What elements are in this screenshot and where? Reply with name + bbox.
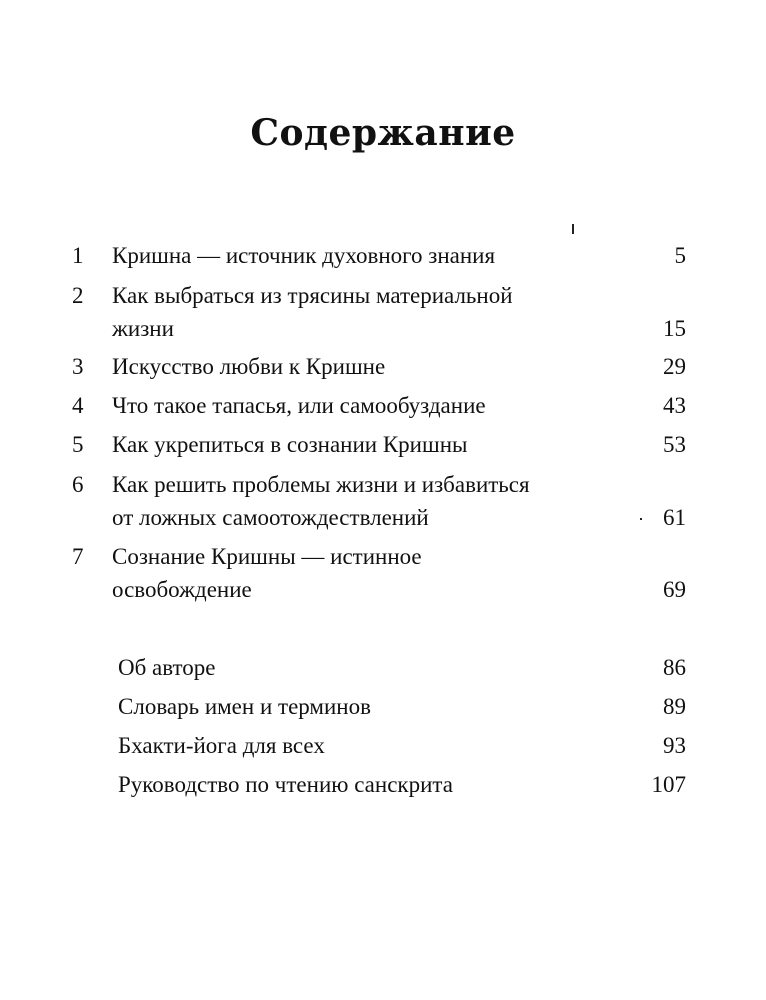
chapter-title: Что такое тапасья, или самообуздание	[112, 393, 486, 418]
page-number: 29	[663, 354, 686, 379]
chapter-title: Сознание Кришны — истинное освобождение	[112, 544, 422, 602]
toc-entry-sanskrit-guide[interactable]	[0, 768, 766, 801]
chapter-number: 5	[72, 432, 84, 457]
entry-title: Словарь имен и терминов	[118, 694, 371, 719]
chapter-number: 1	[72, 243, 84, 268]
chapter-title: Искусство любви к Кришне	[112, 354, 386, 379]
toc-entry[interactable]	[0, 389, 766, 422]
chapter-number: 4	[72, 393, 84, 418]
toc-entry-glossary[interactable]	[0, 690, 766, 723]
chapter-number: 6	[72, 472, 84, 497]
toc-entry-about-author[interactable]	[0, 651, 766, 684]
page-number: 93	[663, 733, 686, 758]
entry-title: Руководство по чтению санскрита	[118, 772, 453, 797]
toc-entry[interactable]	[0, 428, 766, 461]
page-number: 53	[663, 432, 686, 457]
page-number: 61	[663, 505, 686, 530]
toc-entry[interactable]	[0, 468, 766, 534]
page-number: 89	[663, 694, 686, 719]
chapter-title: Как выбраться из трясины материальной жизни	[112, 283, 513, 341]
toc-entry[interactable]	[0, 279, 766, 345]
chapter-number: 7	[72, 544, 84, 569]
chapter-title: Как решить проблемы жизни и избавиться от ложных самоотождествлений	[112, 472, 530, 530]
page-number: 5	[674, 243, 686, 268]
entry-title: Об авторе	[118, 655, 216, 680]
page-number: 86	[663, 655, 686, 680]
chapter-title: Кришна — источник духовного знания	[112, 243, 496, 268]
page-number: 69	[663, 577, 686, 602]
page-number: 43	[663, 393, 686, 418]
print-speck	[572, 224, 574, 234]
chapter-number: 2	[72, 283, 84, 308]
chapter-title: Как укрепиться в сознании Кришны	[112, 432, 468, 457]
toc-entry[interactable]	[0, 540, 766, 606]
page-number: 107	[651, 772, 686, 797]
page-number: 15	[663, 316, 686, 341]
toc-entry[interactable]	[0, 239, 766, 272]
toc-entry[interactable]	[0, 350, 766, 383]
page-title: Содержание	[250, 112, 516, 154]
toc-entry-bhakti-yoga[interactable]	[0, 729, 766, 762]
entry-title: Бхакти-йога для всех	[118, 733, 325, 758]
chapter-number: 3	[72, 354, 84, 379]
